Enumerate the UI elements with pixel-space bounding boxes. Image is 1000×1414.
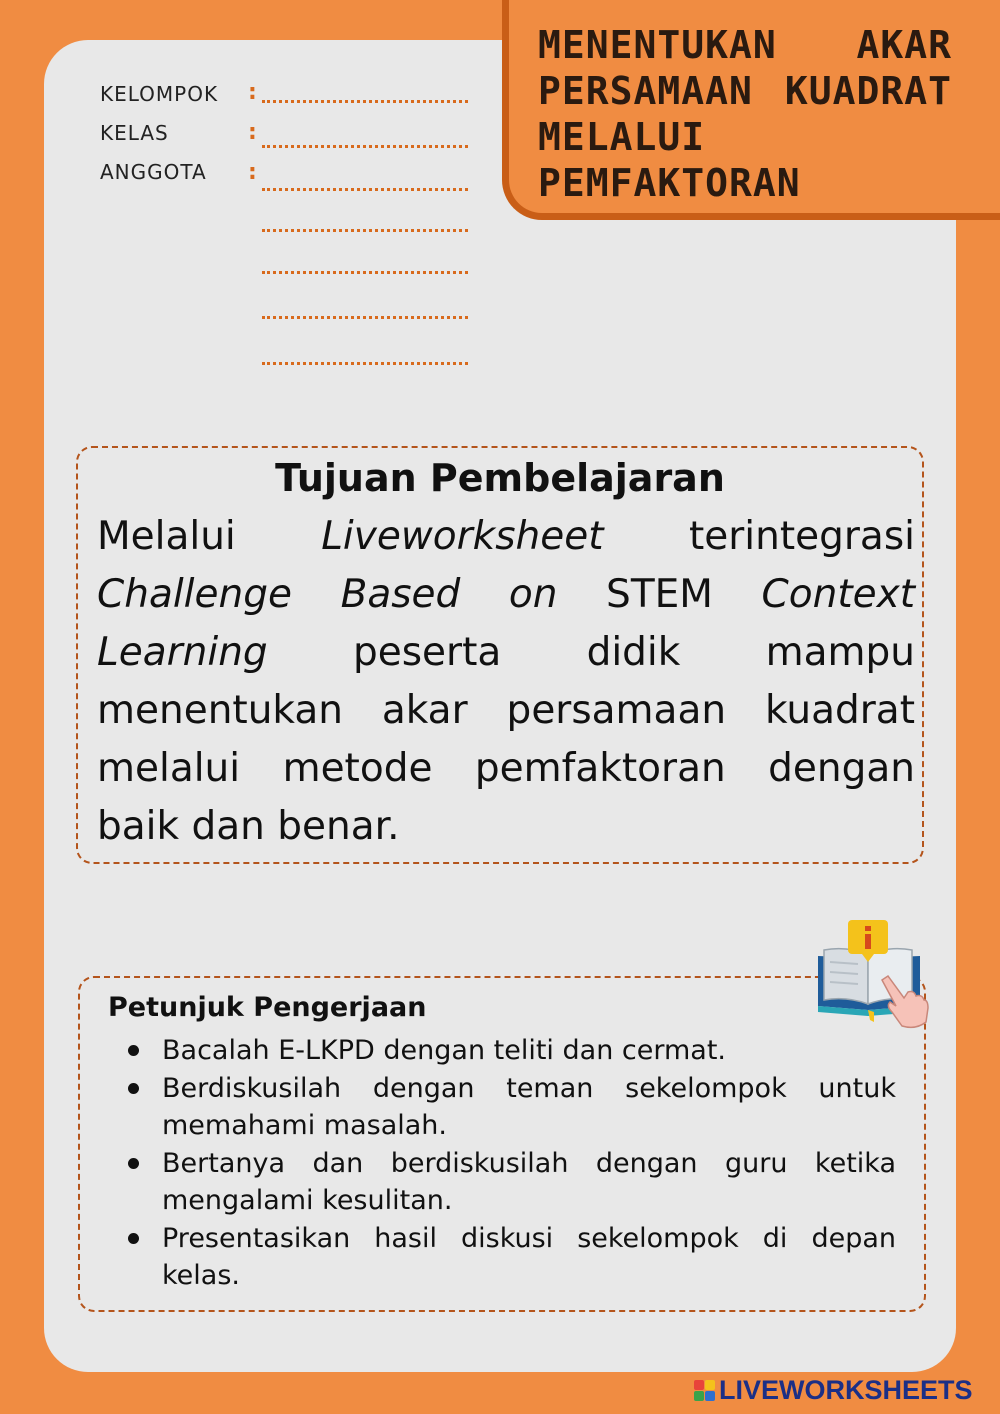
objective-text-italic: Context Learning <box>97 572 915 675</box>
list-item <box>162 1032 896 1069</box>
objective-text-italic: Liveworksheet <box>321 514 604 559</box>
member-field-1[interactable] <box>262 188 468 191</box>
brand-footer <box>694 1374 973 1406</box>
member-field-3[interactable] <box>262 271 468 274</box>
liveworksheets-logo-icon <box>694 1380 715 1401</box>
page-title: MENENTUKAN AKAR PERSAMAAN KUADRAT MELALUI PEMFAKTORAN <box>538 23 952 205</box>
member-field-4[interactable] <box>262 316 468 319</box>
objective-text-part: Melalui <box>97 514 322 559</box>
objective-heading: Tujuan Pembelajaran <box>275 456 725 500</box>
objective-text-part: peserta didik mampu menentukan akar persamaan kuadrat melalui metode pemfaktoran dengan baik dan benar. <box>97 630 915 849</box>
class-colon: : <box>248 120 257 145</box>
list-item <box>162 1145 896 1219</box>
bullet-icon <box>128 1158 139 1169</box>
objective-text-italic: Challenge Based on <box>97 572 558 617</box>
objective-text-part: STEM <box>557 572 762 617</box>
bullet-icon <box>128 1045 139 1056</box>
bullet-icon <box>128 1083 139 1094</box>
group-field[interactable] <box>262 100 468 103</box>
objective-text <box>97 508 915 856</box>
brand-name: LIVEWORKSHEETS <box>719 1374 973 1405</box>
list-item-text: Berdiskusilah dengan teman sekelompok untuk memahami masalah. <box>162 1073 896 1141</box>
list-item-text: Bertanya dan berdiskusilah dengan guru ketika mengalami kesulitan. <box>162 1148 896 1216</box>
member-field-5[interactable] <box>262 362 468 365</box>
instructions-heading: Petunjuk Pengerjaan <box>108 992 427 1023</box>
list-item-text: Presentasikan hasil diskusi sekelompok di depan kelas. <box>162 1223 896 1291</box>
book-info-pointer-icon <box>812 918 930 1034</box>
group-label: KELOMPOK <box>100 82 219 106</box>
instructions-list <box>162 1032 896 1295</box>
members-label: ANGGOTA <box>100 160 207 184</box>
class-label: KELAS <box>100 121 169 145</box>
list-item <box>162 1220 896 1294</box>
members-colon: : <box>248 160 257 185</box>
class-field[interactable] <box>262 145 468 148</box>
list-item-text: Bacalah E-LKPD dengan teliti dan cermat. <box>162 1035 726 1066</box>
group-colon: : <box>248 80 257 105</box>
bullet-icon <box>128 1233 139 1244</box>
objective-text-part: terintegrasi <box>603 514 915 559</box>
member-field-2[interactable] <box>262 229 468 232</box>
list-item <box>162 1070 896 1144</box>
